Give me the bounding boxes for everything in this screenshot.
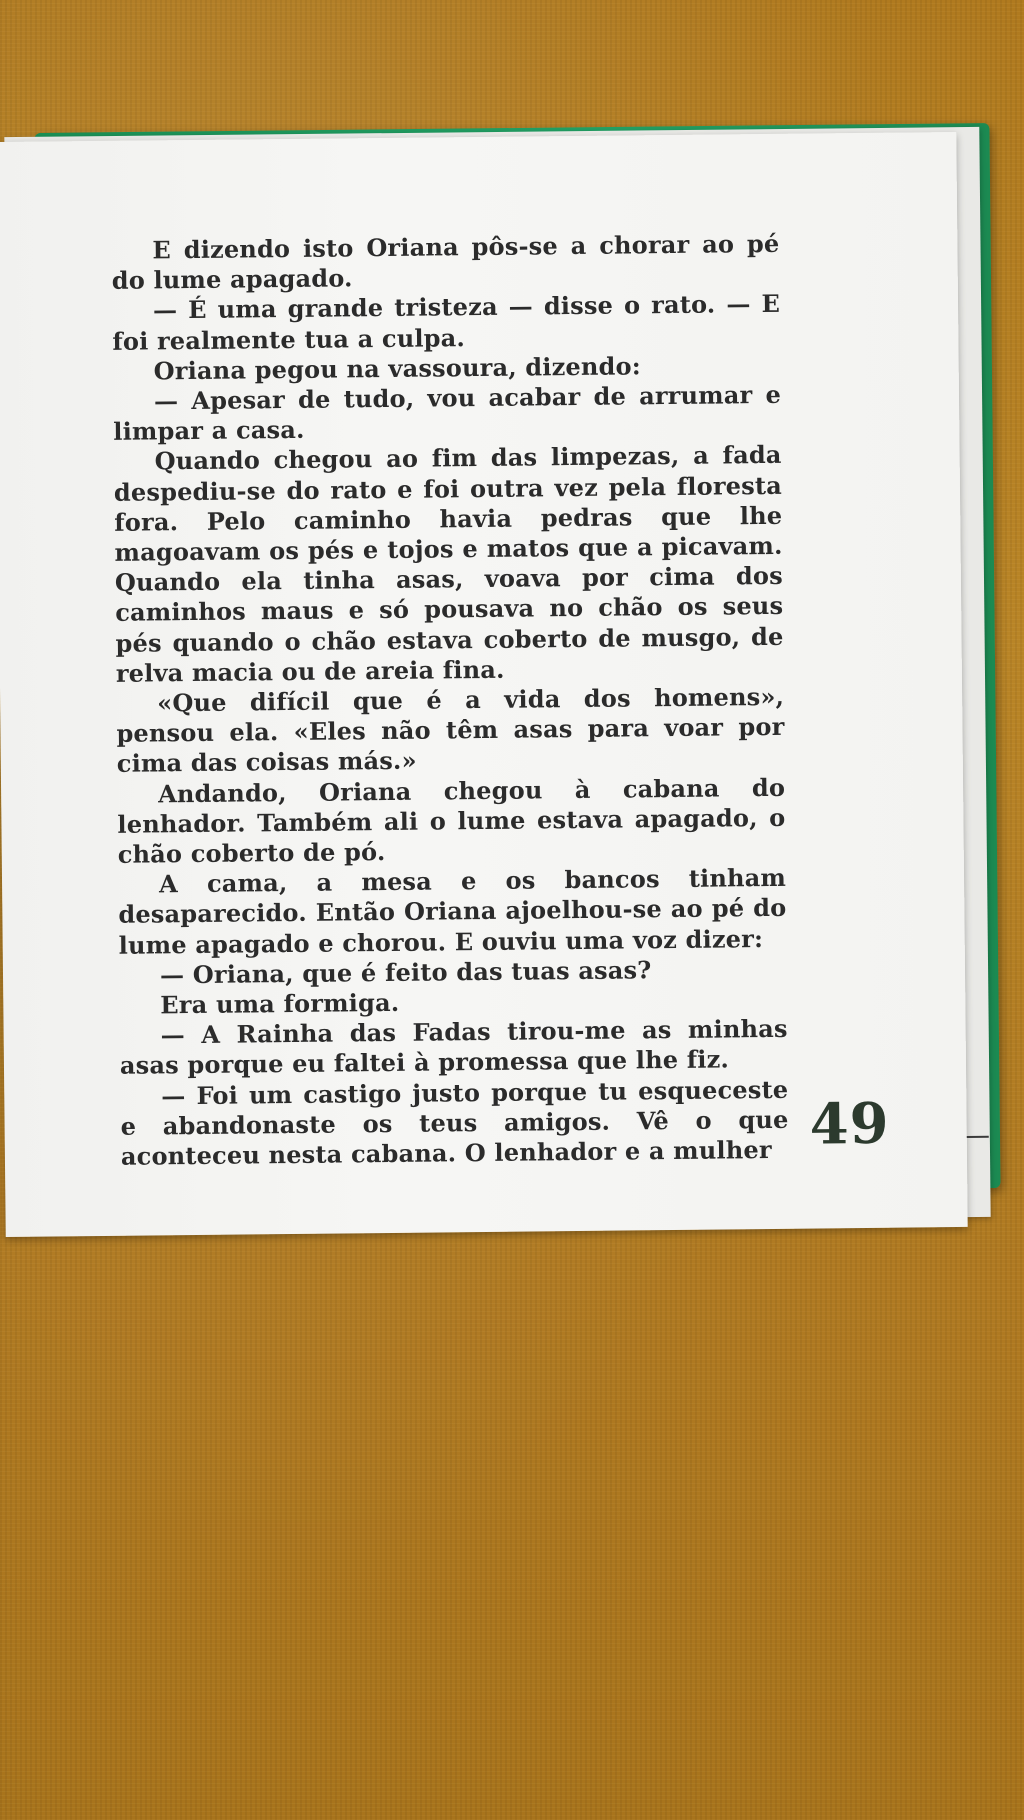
paragraph: — Apesar de tudo, vou acabar de arrumar e limpar a casa. — [113, 379, 782, 447]
paragraph: — Oriana, que é feito das tuas asas? — [159, 955, 652, 990]
paragraph: E dizendo isto Oriana pôs-se a chorar ao pé do lume apagado. — [111, 228, 780, 296]
paragraph: A cama, a mesa e os bancos tinham desaparecido. Então Oriana ajoelhou-se ao pé do lume apagado e chorou. E ouviu uma voz dizer: — [118, 863, 787, 960]
paragraph: Oriana pegou na vassoura, dizendo: — [153, 351, 641, 386]
paragraph: Andando, Oriana chegou à cabana do lenhador. Também ali o lume estava apagado, o chão coberto de pó. — [117, 772, 786, 869]
paragraph: Quando chegou ao fim das limpezas, a fada despediu-se do rato e foi outra vez pela floresta fora. Pelo caminho havia pedras que lhe magoavam os pés e tojos e matos que a picavam. Quando ela tinha asas, voava por cima dos caminhos maus e só pousava no chão os seus pés quando o chão estava coberto de musgo, de relva macia ou de areia fina. — [113, 440, 784, 688]
page-edge-mark — [967, 1136, 989, 1138]
page-text — [111, 229, 789, 1172]
page-number: 49 — [809, 1090, 890, 1158]
paragraph: — É uma grande tristeza — disse o rato. — E foi realmente tua a culpa. — [112, 289, 781, 356]
book-page — [0, 132, 968, 1237]
paragraph: «Que difícil que é a vida dos homens», pensou ela. «Eles não têm asas para voar por cima das coisas más.» — [116, 681, 785, 779]
paragraph: Era uma formiga. — [160, 987, 400, 1020]
paragraph: — A Rainha das Fadas tirou-me as minhas asas porque eu faltei à promessa que lhe fiz. — [119, 1014, 788, 1081]
paragraph: — Foi um castigo justo porque tu esqueceste e abandonaste os teus amigos. Vê o que aconteceu nesta cabana. O lenhador e a mulher — [120, 1074, 789, 1171]
